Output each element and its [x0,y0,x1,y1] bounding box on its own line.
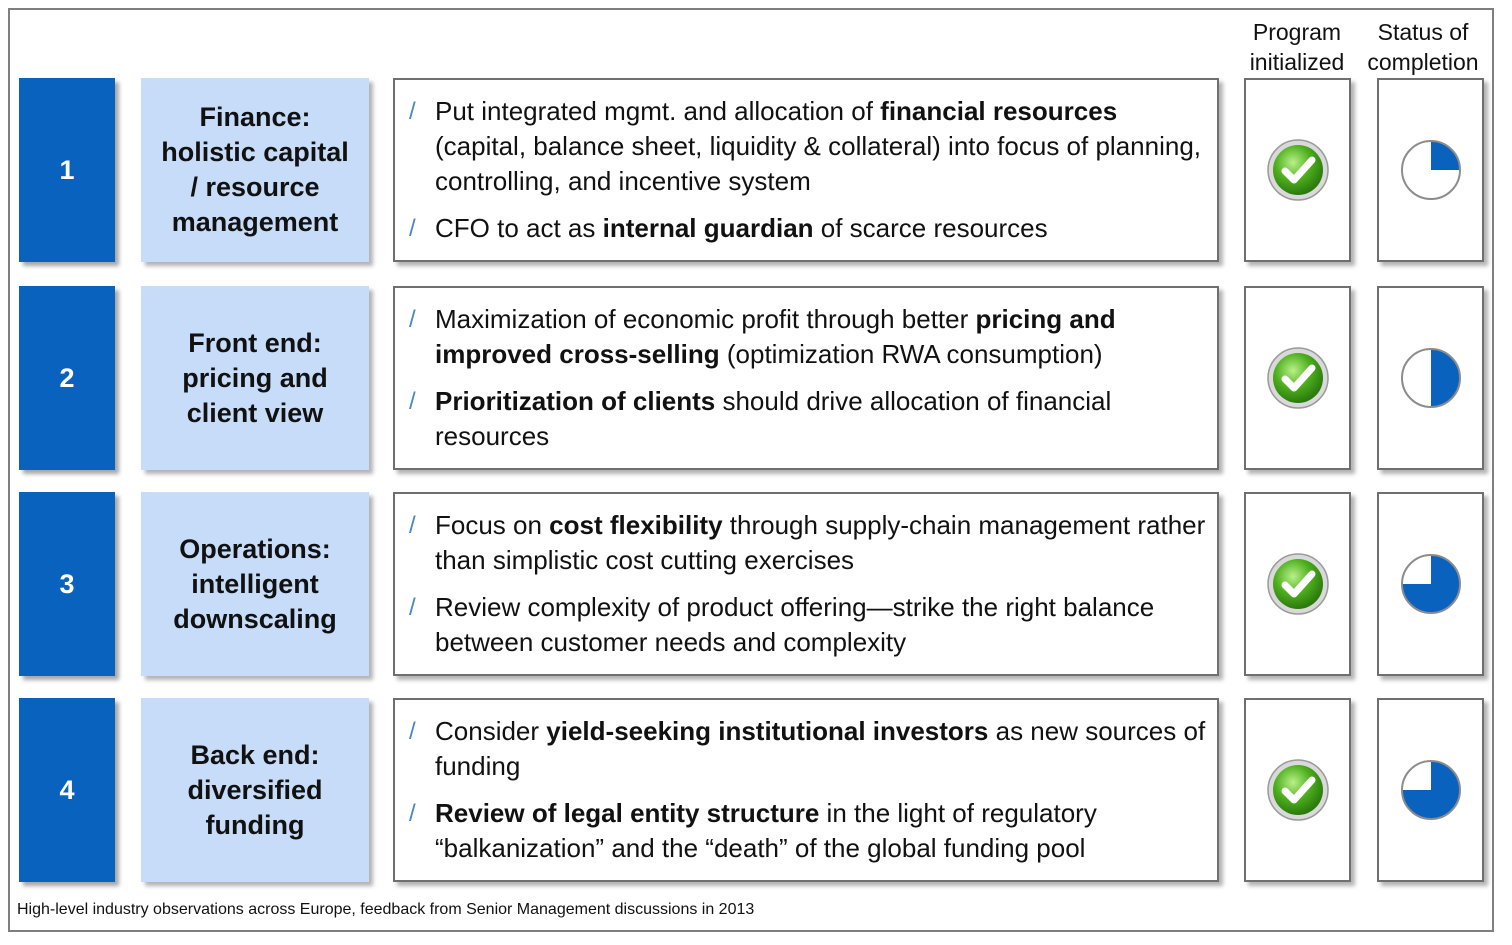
row-number: 2 [19,286,115,470]
row-title [176,326,334,431]
bullet-text: should drive allocation of financial resources [435,386,1112,451]
bullet-slash-icon: / [409,306,416,333]
row-title-line: holistic capital [161,137,349,167]
row-title-line: downscaling [173,603,337,634]
bullet-item [409,94,1207,199]
row-number: 3 [19,492,115,676]
initiative-row [0,286,1512,470]
row-title [155,100,355,240]
row-number: 4 [19,698,115,882]
bullet-text: Put integrated mgmt. and allocation of [435,96,881,126]
initiative-row [0,492,1512,676]
program-initialized-cell [1244,698,1351,882]
row-description-box [393,78,1219,262]
status-header [1358,17,1488,77]
row-description-box [393,698,1219,882]
bullet-text-bold: financial resources [880,96,1118,126]
row-title [167,532,343,637]
bullet-text: Consider [435,716,547,746]
bullet-slash-icon: / [409,512,416,539]
bullet-text: in the light of regulatory “balkanization” and the “death” of the global funding pool [435,798,1097,863]
bullet-slash-icon: / [409,594,416,621]
row-title-box [141,286,369,470]
row-title-line: client view [186,397,324,428]
bullet-text: Review complexity of product offering—strike the right balance between customer needs and complexity [435,592,1155,657]
bullet-text-bold: pricing and improved cross-selling [435,304,1116,369]
row-title-box [141,78,369,262]
harvey-ball-icon [1399,552,1463,616]
green-check-icon [1266,346,1330,410]
program-header-line1: Program [1252,19,1342,45]
bullet-item [409,590,1207,660]
bullet-slash-icon: / [409,215,416,242]
row-title-line: Front end: [188,327,322,358]
bullet-text: through supply-chain management rather than simplistic cost cutting exercises [435,510,1206,575]
harvey-ball-icon [1399,758,1463,822]
bullet-text: of scarce resources [813,213,1048,243]
bullet-text: (optimization RWA consumption) [719,339,1103,369]
green-check-icon [1266,138,1330,202]
green-check-icon [1266,552,1330,616]
row-title-line: management [171,207,339,237]
program-initialized-cell [1244,286,1351,470]
bullet-text: Maximization of economic profit through better [435,304,976,334]
bullet-item [409,508,1207,578]
bullet-text: as new sources of funding [435,716,1206,781]
harvey-ball-icon [1399,138,1463,202]
bullet-text: Focus on [435,510,550,540]
row-title [181,738,328,843]
bullet-text-bold: cost flexibility [549,510,723,540]
bullet-item [409,714,1207,784]
bullet-item [409,796,1207,866]
status-completion-cell [1377,698,1484,882]
bullet-text-bold: Prioritization of clients [435,386,716,416]
row-title-line: / resource [190,172,320,202]
program-initialized-cell [1244,78,1351,262]
bullet-slash-icon: / [409,388,416,415]
harvey-ball-icon [1399,346,1463,410]
row-description-box [393,492,1219,676]
program-initialized-cell [1244,492,1351,676]
row-title-line: Finance: [199,102,311,132]
footnote: High-level industry observations across Europe, feedback from Senior Management discussions in 2013 [17,901,755,918]
bullet-slash-icon: / [409,98,416,125]
row-title-line: intelligent [191,568,319,599]
row-title-line: funding [205,809,305,840]
bullet-slash-icon: / [409,718,416,745]
initiative-row [0,698,1512,882]
row-title-line: pricing and [182,362,328,393]
program-header-line2: initialized [1249,49,1345,75]
status-completion-cell [1377,492,1484,676]
status-header-line2: completion [1367,49,1479,75]
bullet-text: (capital, balance sheet, liquidity & collateral) into focus of planning, controlling, and incentive system [435,131,1201,196]
row-title-box [141,698,369,882]
status-completion-cell [1377,78,1484,262]
bullet-text: CFO to act as [435,213,603,243]
program-header [1232,17,1362,77]
row-description-box [393,286,1219,470]
status-completion-cell [1377,286,1484,470]
row-title-line: Operations: [179,533,331,564]
bullet-item [409,384,1207,454]
bullet-item [409,302,1207,372]
row-title-box [141,492,369,676]
row-number: 1 [19,78,115,262]
bullet-slash-icon: / [409,800,416,827]
bullet-text-bold: internal guardian [602,213,814,243]
row-title-line: diversified [187,774,323,805]
bullet-item [409,211,1207,246]
row-title-line: Back end: [190,739,320,770]
green-check-icon [1266,758,1330,822]
initiative-row [0,78,1512,262]
bullet-text-bold: Review of legal entity structure [435,798,820,828]
bullet-text-bold: yield-seeking institutional investors [546,716,989,746]
status-header-line1: Status of [1377,19,1469,45]
